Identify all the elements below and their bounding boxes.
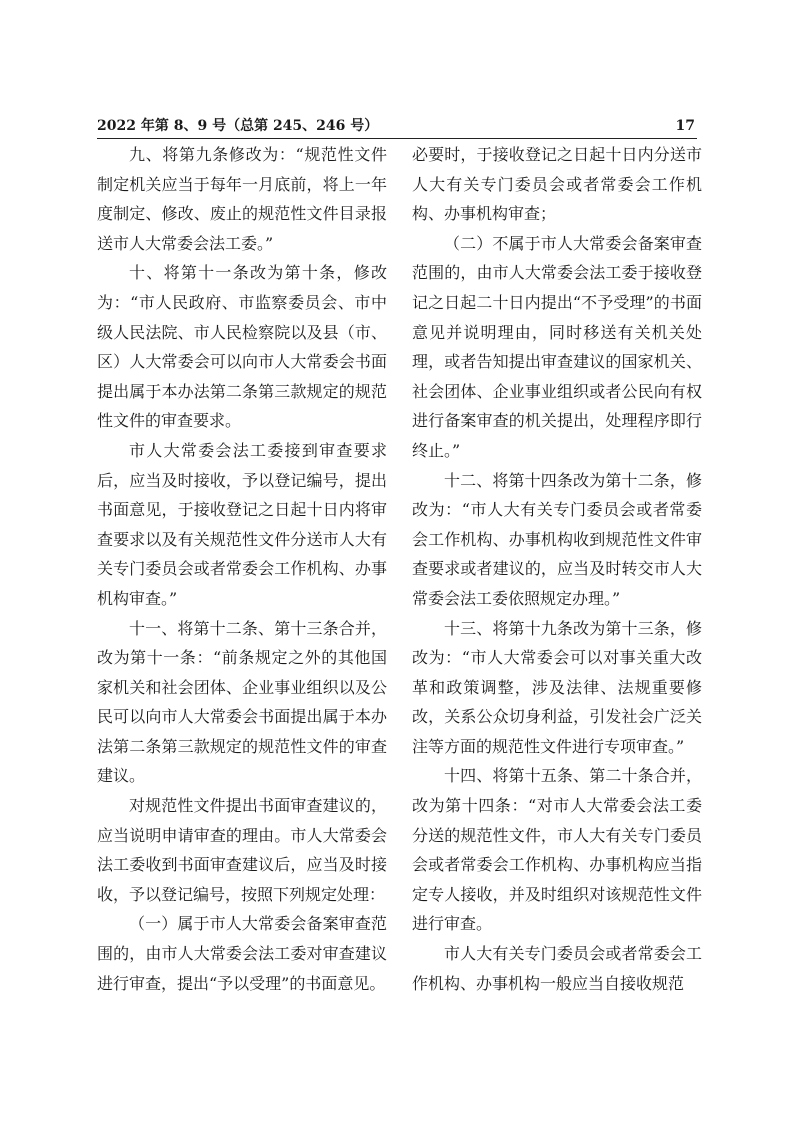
paragraph: 对规范性文件提出书面审查建议的，应当说明申请审查的理由。市人大常委会法工委收到书面审查建议后，应当及时接收，予以登记编号，按照下列规定处理： [97,796,387,904]
left-column [97,140,387,998]
paragraph: 十二、将第十四条改为第十二条，修改为：“市人大有关专门委员会或者常委会工作机构、办事机构收到规范性文件审查要求或者建议的，应当及时转交市人大常委会法工委依照规定办理。” [412,470,702,608]
paragraph: 九、将第九条修改为：“规范性文件制定机关应当于每年一月底前，将上一年度制定、修改、废止的规范性文件目录报送市人大常委会法工委。” [97,145,387,253]
page-number: 17 [675,118,695,134]
paragraph: （一）属于市人大常委会备案审查范围的，由市人大常委会法工委对审查建议进行审查，提出“予以受理”的书面意见。 [97,914,387,993]
running-header [97,118,697,139]
issue-label: 2022 年第 8、9 号（总第 245、246 号） [97,118,379,134]
right-column [412,140,702,998]
paragraph: 市人大有关专门委员会或者常委会工作机构、办事机构一般应当自接收规范 [412,944,702,993]
paragraph-continuation: 必要时，于接收登记之日起十日内分送市人大有关专门委员会或者常委会工作机构、办事机构审查； [412,145,702,224]
paragraph: 十四、将第十五条、第二十条合并，改为第十四条：“对市人大常委会法工委分送的规范性文件，市人大有关专门委员会或者常委会工作机构、办事机构应当指定专人接收，并及时组织对该规范性文件进行审查。 [412,766,702,934]
paragraph: 十三、将第十九条改为第十三条，修改为：“市人大常委会可以对事关重大改革和政策调整，涉及法律、法规重要修改，关系公众切身利益，引发社会广泛关注等方面的规范性文件进行专项审查。” [412,618,702,756]
paragraph: 十、将第十一条改为第十条，修改为：“市人民政府、市监察委员会、市中级人民法院、市人民检察院以及县（市、区）人大常委会可以向市人大常委会书面提出属于本办法第二条第三款规定的规范性文件的审查要求。 [97,263,387,431]
paragraph: （二）不属于市人大常委会备案审查范围的，由市人大常委会法工委于接收登记之日起二十日内提出“不予受理”的书面意见并说明理由，同时移送有关机关处理，或者告知提出审查建议的国家机关、社会团体、企业事业组织或者公民向有权进行备案审查的机关提出，处理程序即行终止。” [412,233,702,460]
paragraph: 十一、将第十二条、第十三条合并，改为第十一条：“前条规定之外的其他国家机关和社会团体、企业事业组织以及公民可以向市人大常委会书面提出属于本办法第二条第三款规定的规范性文件的审查建议。 [97,618,387,786]
paragraph: 市人大常委会法工委接到审查要求后，应当及时接收，予以登记编号，提出书面意见，于接收登记之日起十日内将审查要求以及有关规范性文件分送市人大有关专门委员会或者常委会工作机构、办事机构审查。” [97,440,387,608]
